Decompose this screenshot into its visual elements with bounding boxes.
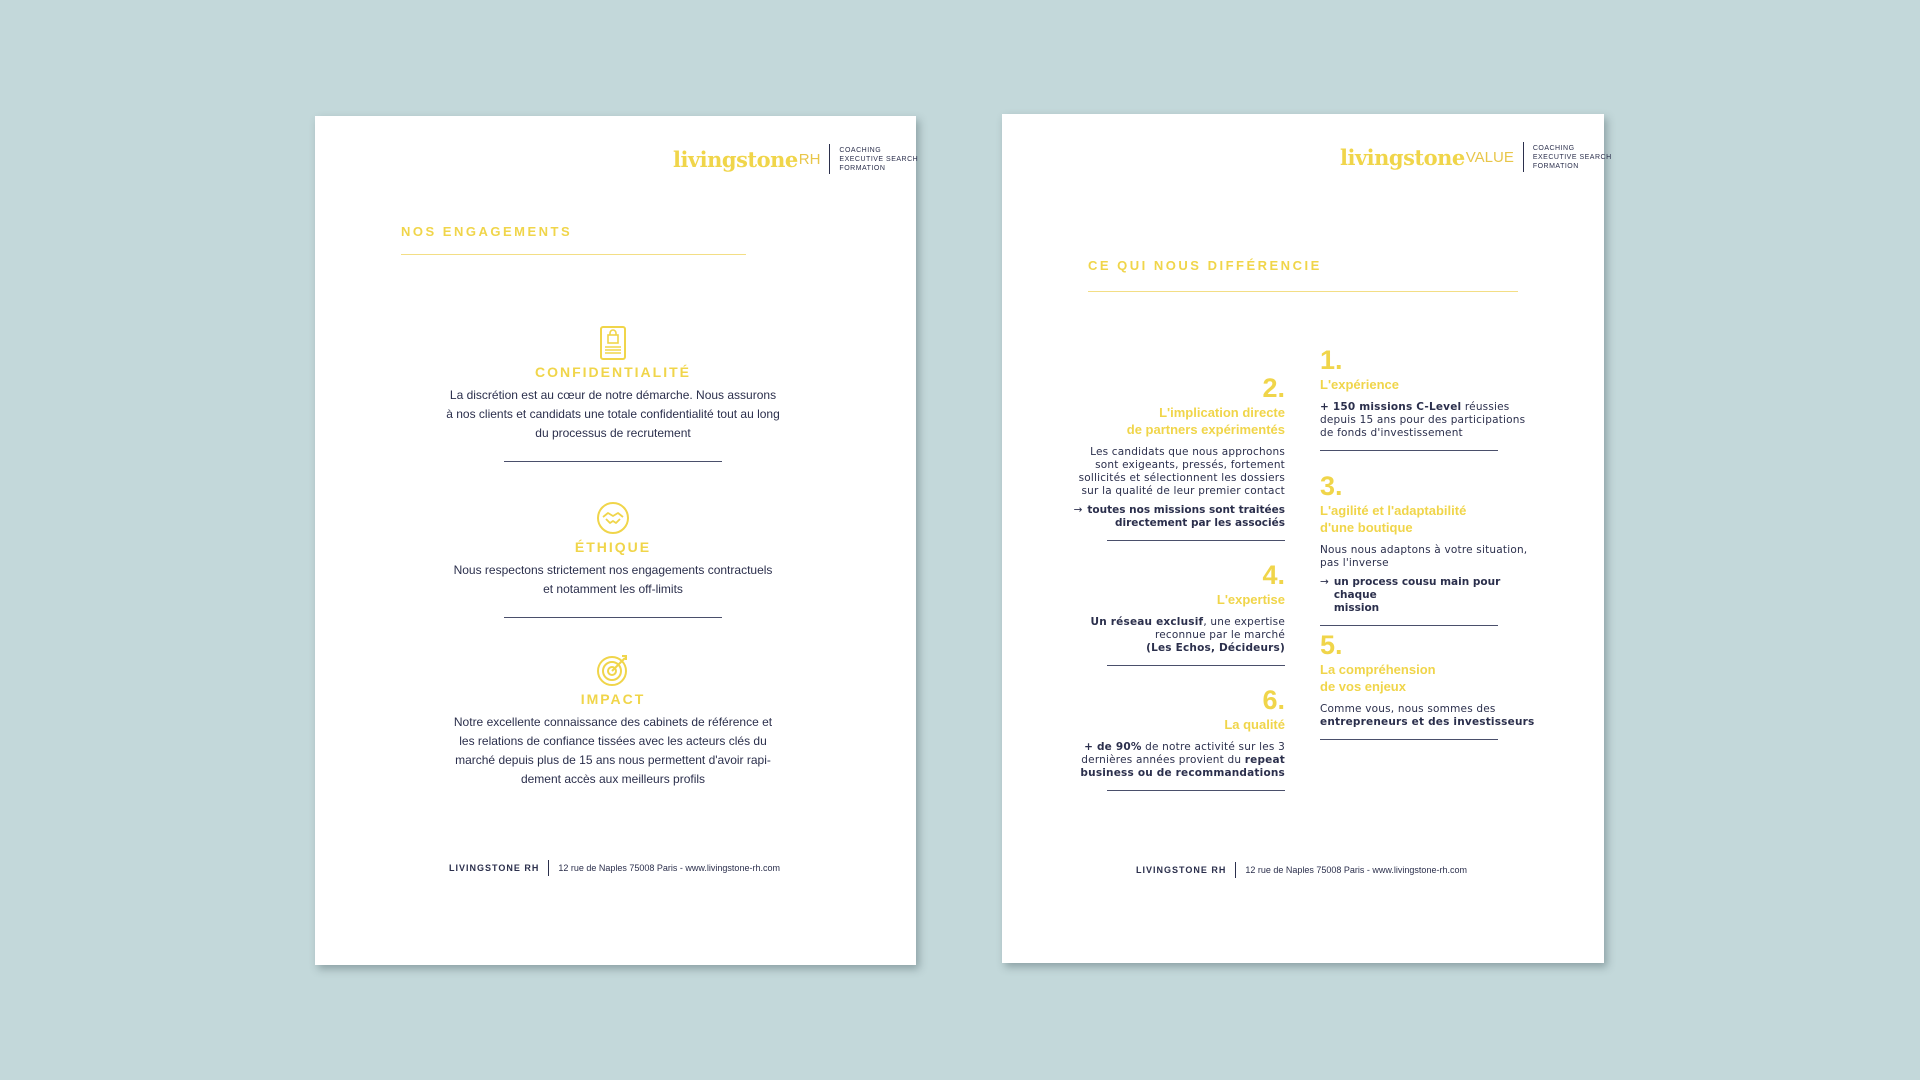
text-line: Les candidats que nous approchons (1090, 446, 1285, 458)
engagement-ethique (443, 501, 783, 618)
page-footer (1136, 862, 1467, 878)
logo-services (839, 146, 918, 173)
section-title: NOS ENGAGEMENTS (401, 224, 573, 239)
engagement-text (443, 386, 783, 443)
text-line: du processus de recrutement (535, 426, 691, 440)
text-span: dernières années provient du (1081, 754, 1245, 766)
section-title: CE QUI NOUS DIFFÉRENCIE (1088, 258, 1322, 273)
bold-text: Un réseau exclusif (1090, 616, 1204, 628)
engagement-impact (443, 653, 783, 789)
item-text (1320, 401, 1540, 440)
service-formation: FORMATION (1532, 162, 1579, 170)
item-highlight (1320, 576, 1540, 615)
item-highlight (1065, 504, 1285, 530)
service-executive-search: EXECUTIVE SEARCH (1532, 153, 1612, 161)
engagement-heading: ÉTHIQUE (574, 539, 652, 555)
differentiator-agilite (1320, 472, 1540, 626)
text-span: , une expertise (1203, 616, 1285, 628)
text-line: Comme vous, nous sommes des (1320, 703, 1496, 715)
livingstone-rh-logo (673, 144, 918, 174)
document-lock-icon (596, 326, 630, 360)
text-line: sur la qualité de leur premier contact (1081, 485, 1285, 497)
differentiator-qualite (1065, 686, 1285, 791)
logo-wordmark: livingstone (673, 146, 798, 172)
text-line: Notre excellente connaissance des cabinets de référence et (453, 715, 773, 729)
item-number: 4. (1262, 560, 1285, 590)
differentiator-experience (1320, 346, 1540, 451)
arrow-right-icon: → (1320, 576, 1329, 588)
bold-text: + de 90% (1084, 741, 1142, 753)
bold-text: repeat (1244, 754, 1285, 766)
footer-divider (1235, 862, 1236, 878)
handshake-icon (596, 501, 630, 535)
differentiator-implication (1065, 374, 1285, 541)
footer-brand: LIVINGSTONE RH (1136, 865, 1227, 875)
differentiator-comprehension (1320, 631, 1540, 740)
service-formation: FORMATION (839, 164, 886, 172)
engagement-heading: CONFIDENTIALITÉ (535, 364, 691, 380)
item-title: L'expertise (1216, 592, 1285, 607)
divider-rule (504, 617, 722, 618)
differentiator-expertise (1065, 561, 1285, 666)
page-footer (449, 860, 780, 876)
item-title (1320, 661, 1540, 695)
footer-brand: LIVINGSTONE RH (449, 863, 540, 873)
divider-rule (1107, 665, 1285, 666)
service-executive-search: EXECUTIVE SEARCH (839, 155, 919, 163)
text-span: de notre activité sur les 3 (1141, 741, 1285, 753)
text-line: dement accès aux meilleurs profils (520, 772, 706, 786)
logo-divider (1523, 142, 1524, 172)
service-coaching: COACHING (839, 146, 882, 154)
text-line: mission (1333, 602, 1380, 614)
engagement-confidentialite (443, 326, 783, 462)
text-line: Nous respectons strictement nos engagements contractuels (453, 563, 773, 577)
title-line: La compréhension (1320, 662, 1436, 677)
title-line: de partners expérimentés (1126, 422, 1285, 437)
engagement-text (443, 561, 783, 599)
text-line: sont exigeants, pressés, fortement (1095, 459, 1285, 471)
divider-rule (1320, 739, 1498, 740)
title-line: de vos enjeux (1320, 679, 1406, 694)
item-number: 2. (1262, 373, 1285, 403)
text-line: reconnue par le marché (1154, 629, 1285, 641)
item-text (1320, 544, 1540, 570)
divider-rule (1107, 790, 1285, 791)
section-rule (401, 254, 746, 255)
item-title: L'expérience (1320, 377, 1399, 392)
bold-text: (Les Echos, Décideurs) (1146, 642, 1285, 654)
text-line: La discrétion est au cœur de notre démarche. Nous assurons (449, 388, 777, 402)
bold-text: + 150 missions C-Level (1320, 401, 1462, 413)
item-text (1065, 741, 1285, 780)
divider-rule (1320, 625, 1498, 626)
section-rule (1088, 291, 1518, 292)
item-text (1320, 703, 1540, 729)
logo-suffix: RH (798, 150, 821, 168)
service-coaching: COACHING (1532, 144, 1575, 152)
title-line: d'une boutique (1320, 520, 1413, 535)
text-span: réussies (1461, 401, 1510, 413)
text-line: marché depuis plus de 15 ans nous permettent d'avoir rapi- (455, 753, 771, 767)
logo-wordmark: livingstone (1340, 144, 1465, 170)
bold-text: entrepreneurs et des investisseurs (1320, 716, 1535, 728)
text-line: directement par les associés (1114, 517, 1285, 529)
item-number: 6. (1262, 685, 1285, 715)
item-text (1065, 446, 1285, 498)
text-line: sollicités et sélectionnent les dossiers (1078, 472, 1285, 484)
text-line: à nos clients et candidats une totale confidentialité tout au long (446, 407, 780, 421)
logo-suffix: VALUE (1465, 148, 1514, 166)
engagement-heading: IMPACT (580, 691, 646, 707)
title-line: L'agilité et l'adaptabilité (1320, 503, 1467, 518)
engagement-text (443, 713, 783, 789)
livingstone-value-logo (1340, 142, 1612, 172)
brochure-page-differencie (1002, 114, 1612, 963)
item-title (1320, 502, 1540, 536)
arrow-right-icon: → (1073, 504, 1083, 516)
divider-rule (1107, 540, 1285, 541)
divider-rule (1320, 450, 1498, 451)
logo-divider (829, 144, 830, 174)
text-line: pas l'inverse (1320, 557, 1389, 569)
logo-services (1533, 144, 1612, 171)
item-title: La qualité (1224, 717, 1285, 732)
footer-divider (548, 860, 549, 876)
footer-address: 12 rue de Naples 75008 Paris - www.livingstone-rh.com (558, 863, 780, 873)
footer-address: 12 rue de Naples 75008 Paris - www.livingstone-rh.com (1245, 865, 1467, 875)
item-number: 3. (1320, 471, 1343, 501)
item-title (1065, 404, 1285, 438)
brochure-page-engagements (315, 116, 919, 965)
text-line: et notamment les off-limits (543, 582, 683, 596)
text-line: depuis 15 ans pour des participations (1320, 414, 1526, 426)
text-line: un process cousu main pour chaque (1333, 576, 1501, 601)
text-line: Nous nous adaptons à votre situation, (1320, 544, 1528, 556)
divider-rule (504, 461, 722, 462)
text-line: les relations de confiance tissées avec les acteurs clés du (459, 734, 767, 748)
text-line: toutes nos missions sont traitées (1087, 504, 1285, 516)
item-number: 5. (1320, 630, 1343, 660)
item-text (1065, 616, 1285, 655)
bold-text: business ou de recommandations (1080, 767, 1285, 779)
text-line: de fonds d'investissement (1320, 427, 1463, 439)
target-icon (596, 653, 630, 687)
title-line: L'implication directe (1159, 405, 1285, 420)
item-number: 1. (1320, 345, 1343, 375)
